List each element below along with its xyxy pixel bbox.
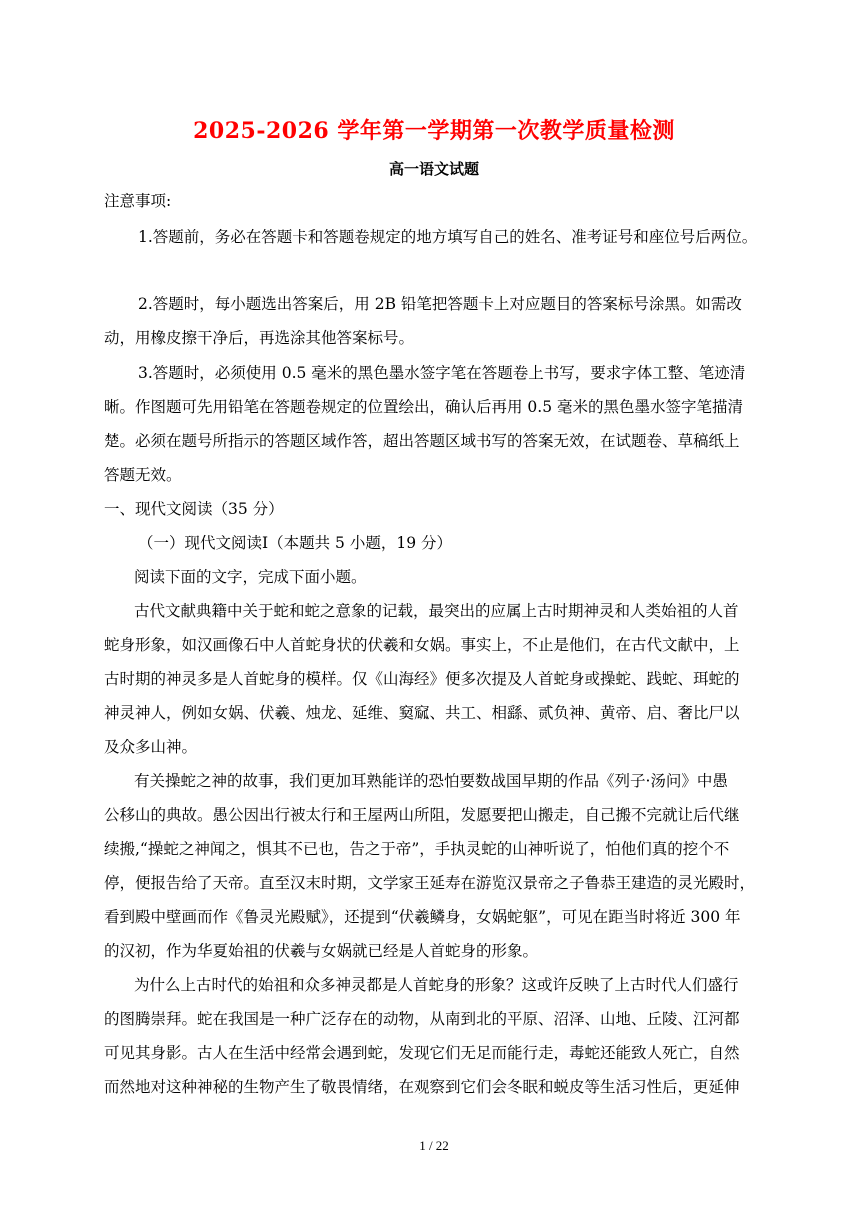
- paragraph-2-line: 停，便报告给了天帝。直至汉末时期，文学家王延寿在游览汉景帝之子鲁恭王建造的灵光殿时，: [104, 874, 756, 892]
- notice-item-3-line-1: 3.答题时，必须使用 0.5 毫米的黑色墨水签字笔在答题卷上书写，要求字体工整、笔迹清: [138, 364, 746, 382]
- reading-instruction: 阅读下面的文字，完成下面小题。: [134, 568, 367, 586]
- notice-heading: 注意事项:: [104, 192, 172, 210]
- paragraph-1-line: 神灵神人，例如女娲、伏羲、烛龙、延维、窫窳、共工、相繇、贰负神、黄帝、启、奢比尸以: [104, 704, 740, 722]
- page-number: 1 / 22: [419, 1138, 449, 1153]
- paragraph-2-line: 公移山的典故。愚公因出行被太行和王屋两山所阻，发愿要把山搬走，自己搬不完就让后代继: [104, 806, 740, 824]
- exam-subtitle: 高一语文试题: [388, 160, 479, 178]
- notice-item-3-line-2: 晰。作图题可先用铅笔在答题卷规定的位置绘出，确认后再用 0.5 毫米的黑色墨水签字笔描清: [104, 398, 744, 416]
- paragraph-1-line: 古时期的神灵多是人首蛇身的模样。仅《山海经》便多次提及人首蛇身或操蛇、践蛇、珥蛇的: [104, 670, 740, 688]
- paragraph-1-line: 古代文献典籍中关于蛇和蛇之意象的记载，最突出的应属上古时期神灵和人类始祖的人首: [134, 602, 739, 620]
- notice-item-2-line-1: 2.答题时，每小题选出答案后，用 2B 铅笔把答题卡上对应题目的答案标号涂黑。如需改: [138, 295, 742, 313]
- notice-item-1: 1.答题前，务必在答题卡和答题卷规定的地方填写自己的姓名、准考证号和座位号后两位。: [138, 228, 758, 246]
- paragraph-2-line: 的汉初，作为华夏始祖的伏羲与女娲就已经是人首蛇身的形象。: [104, 942, 539, 960]
- paragraph-3-line: 的图腾崇拜。蛇在我国是一种广泛存在的动物，从南到北的平原、沼泽、山地、丘陵、江河都: [104, 1010, 740, 1028]
- paragraph-2-line: 有关操蛇之神的故事，我们更加耳熟能详的恐怕要数战国早期的作品《列子·汤问》中愚: [134, 772, 728, 790]
- paragraph-2-line: 看到殿中壁画而作《鲁灵光殿赋》，还提到“伏羲鳞身，女娲蛇躯”，可见在距当时将近 300 年: [104, 908, 741, 926]
- section-heading: 一、现代文阅读（35 分）: [104, 500, 284, 518]
- subsection-heading: （一）现代文阅读I（本题共 5 小题，19 分）: [138, 534, 452, 552]
- notice-item-3-line-3: 楚。必须在题号所指示的答题区域作答，超出答题区域书写的答案无效，在试题卷、草稿纸上: [104, 432, 740, 450]
- paragraph-3-line: 为什么上古时代的始祖和众多神灵都是人首蛇身的形象？这或许反映了上古时代人们盛行: [134, 976, 739, 994]
- paragraph-2-line: 续搬,“操蛇之神闻之，惧其不已也，告之于帝”，手执灵蛇的山神听说了，怕他们真的挖个不: [104, 840, 730, 858]
- paragraph-1-line: 及众多山神。: [104, 738, 198, 756]
- notice-item-2-line-2: 动，用橡皮擦干净后，再选涂其他答案标号。: [104, 329, 415, 347]
- notice-item-3-line-4: 答题无效。: [104, 466, 182, 484]
- paragraph-3-line: 可见其身影。古人在生活中经常会遇到蛇，发现它们无足而能行走，毒蛇还能致人死亡，自然: [104, 1044, 740, 1062]
- paragraph-1-line: 蛇身形象，如汉画像石中人首蛇身状的伏羲和女娲。事实上，不止是他们，在古代文献中，上: [104, 636, 740, 654]
- exam-title: 2025-2026 学年第一学期第一次教学质量检测: [193, 118, 675, 144]
- paragraph-3-line: 而然地对这种神秘的生物产生了敬畏情绪，在观察到它们会冬眠和蜕皮等生活习性后，更延伸: [104, 1078, 740, 1096]
